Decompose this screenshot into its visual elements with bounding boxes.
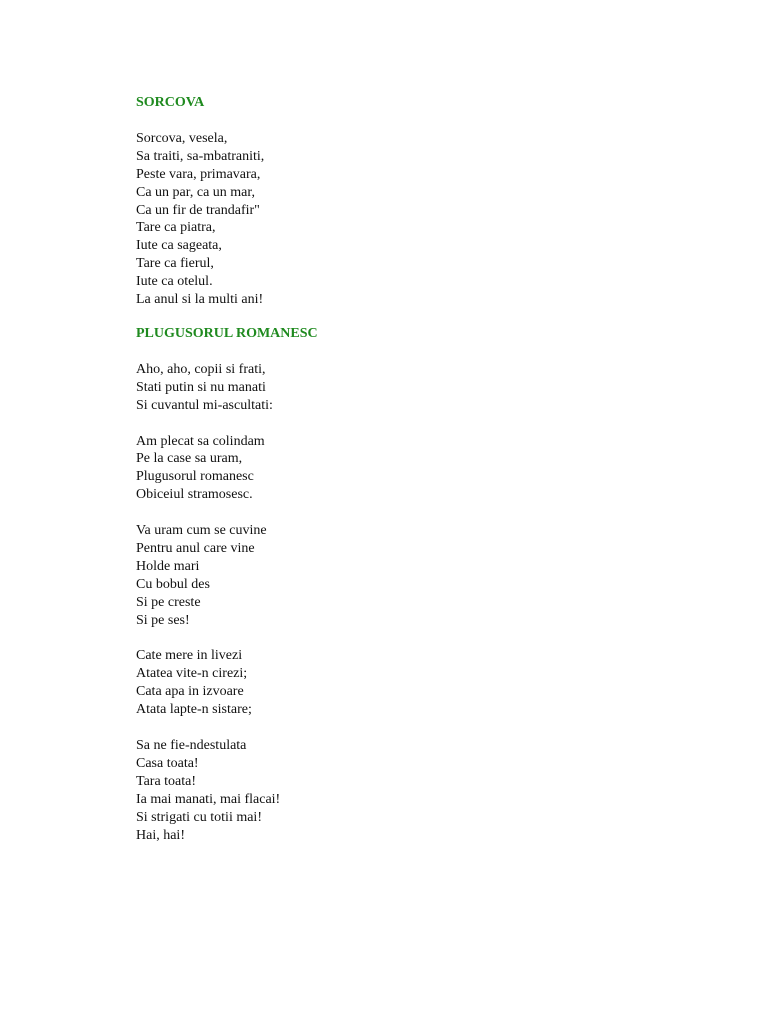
poem-sorcova bbox=[136, 130, 696, 309]
stanza bbox=[136, 522, 696, 629]
poem-line: Pe la case sa uram, bbox=[136, 451, 243, 467]
document-page bbox=[136, 92, 696, 844]
section-title-sorcova: SORCOVA bbox=[136, 95, 205, 110]
poem-line: Tare ca piatra, bbox=[136, 220, 216, 236]
poem-line: Tare ca fierul, bbox=[136, 256, 214, 272]
poem-line: Peste vara, primavara, bbox=[136, 166, 261, 182]
stanza bbox=[136, 737, 696, 844]
poem-line: La anul si la multi ani! bbox=[136, 292, 264, 308]
poem-line: Casa toata! bbox=[136, 755, 199, 771]
stanza bbox=[136, 361, 696, 415]
poem-line: Ca un fir de trandafir" bbox=[136, 202, 260, 218]
poem-line: Am plecat sa colindam bbox=[136, 433, 265, 449]
poem-line: Ca un par, ca un mar, bbox=[136, 184, 255, 200]
poem-line: Sorcova, vesela, bbox=[136, 131, 228, 146]
stanza bbox=[136, 433, 696, 505]
poem-line: Ia mai manati, mai flacai! bbox=[136, 791, 281, 807]
poem-line: Obiceiul stramosesc. bbox=[136, 487, 253, 503]
poem-line: Cu bobul des bbox=[136, 576, 210, 592]
poem-line: Atata lapte-n sistare; bbox=[136, 702, 252, 718]
poem-line: Si pe creste bbox=[136, 594, 201, 610]
poem-line: Stati putin si nu manati bbox=[136, 379, 266, 395]
poem-line: Plugusorul romanesc bbox=[136, 469, 254, 485]
poem-line: Si pe ses! bbox=[136, 612, 190, 628]
poem-line: Va uram cum se cuvine bbox=[136, 523, 267, 539]
poem-line: Pentru anul care vine bbox=[136, 541, 255, 557]
poem-line: Aho, aho, copii si frati, bbox=[136, 361, 266, 377]
poem-line: Sa ne fie-ndestulata bbox=[136, 738, 247, 754]
stanza bbox=[136, 647, 696, 719]
poem-line: Si strigati cu totii mai! bbox=[136, 809, 262, 825]
section-title-plugusorul: PLUGUSORUL ROMANESC bbox=[136, 325, 318, 341]
poem-line: Si cuvantul mi-ascultati: bbox=[136, 397, 273, 413]
stanza bbox=[136, 130, 696, 309]
poem-plugusorul bbox=[136, 361, 696, 844]
poem-line: Iute ca sageata, bbox=[136, 238, 222, 254]
poem-line: Cate mere in livezi bbox=[136, 648, 243, 664]
poem-line: Holde mari bbox=[136, 558, 200, 574]
poem-line: Iute ca otelul. bbox=[136, 274, 213, 290]
poem-line: Cata apa in izvoare bbox=[136, 684, 244, 700]
poem-line: Atatea vite-n cirezi; bbox=[136, 666, 248, 682]
poem-line: Sa traiti, sa-mbatraniti, bbox=[136, 148, 265, 164]
poem-line: Hai, hai! bbox=[136, 827, 185, 843]
poem-line: Tara toata! bbox=[136, 773, 197, 789]
